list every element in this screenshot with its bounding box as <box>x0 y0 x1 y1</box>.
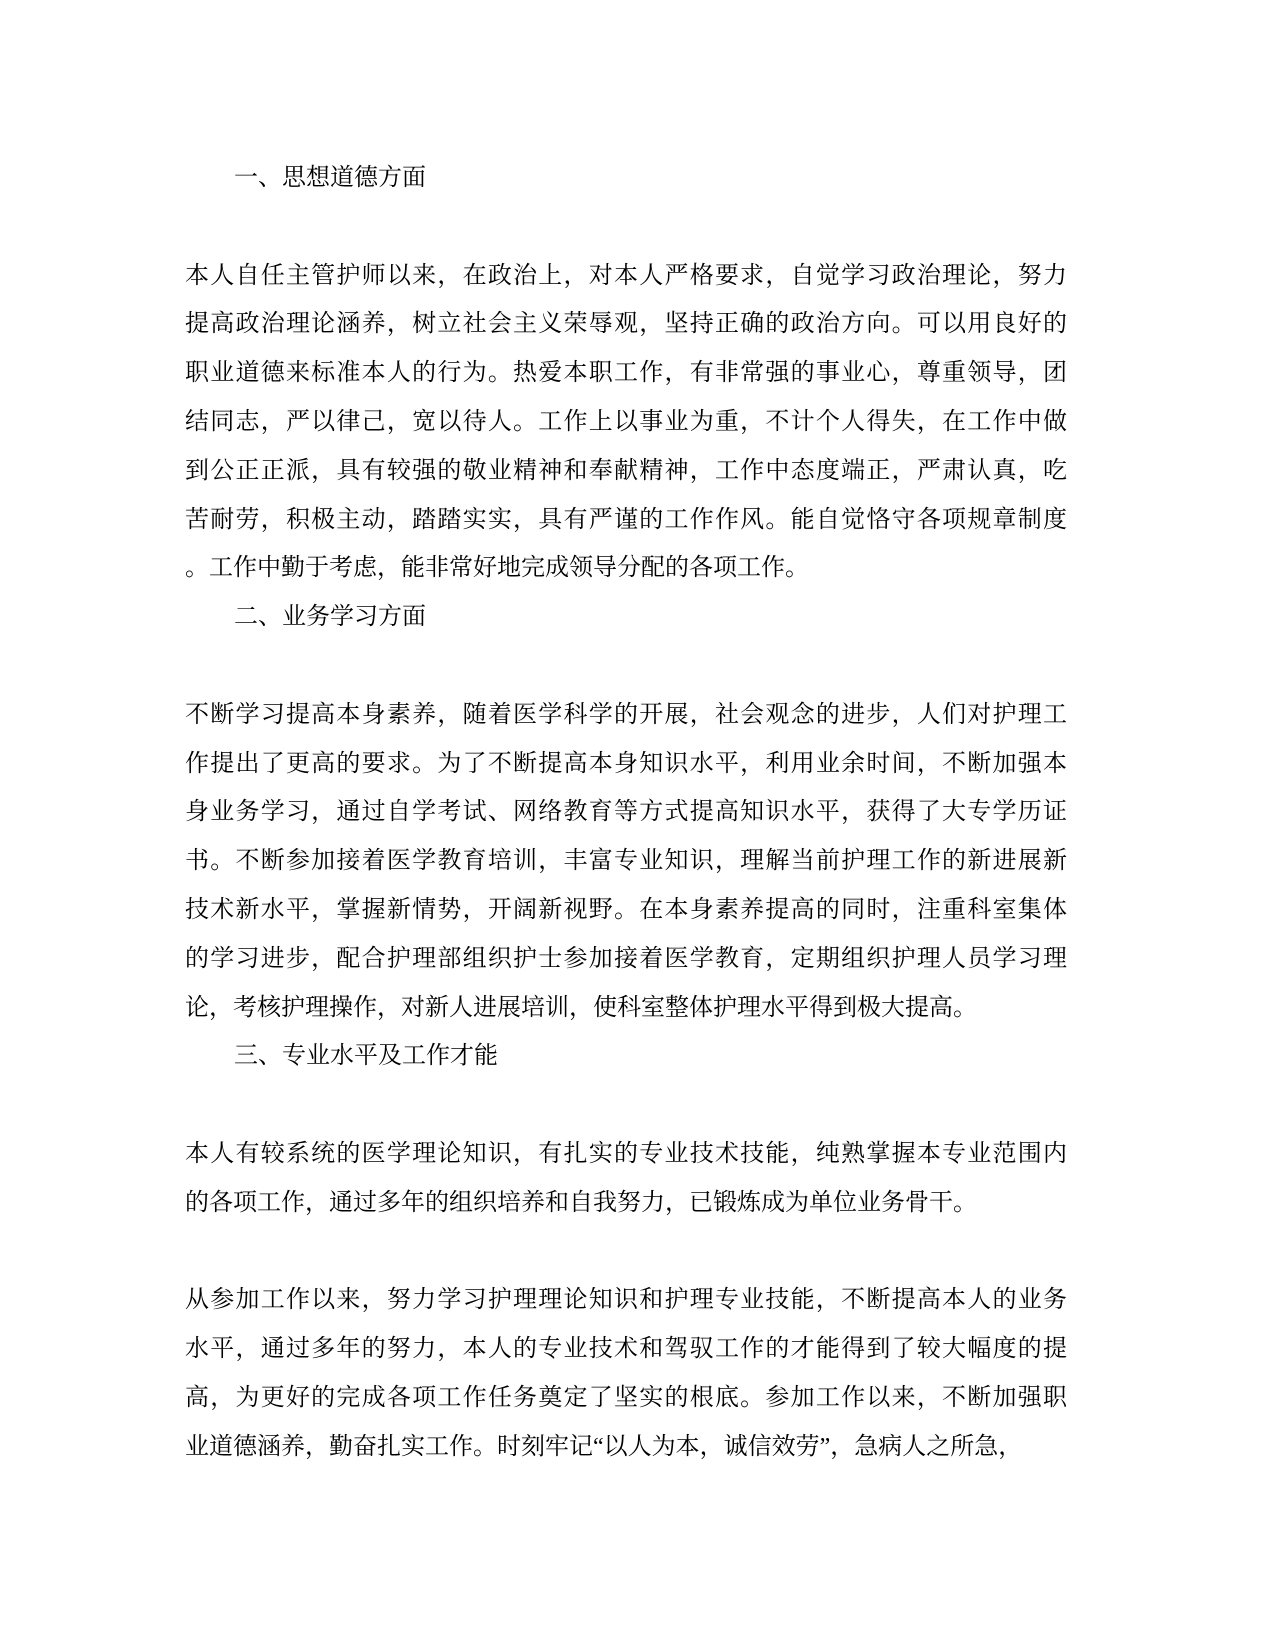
paragraph-line: 本人自任主管护师以来，在政治上，对本人严格要求，自觉学习政治理论，努力 <box>185 262 1067 289</box>
paragraph-line: 书。不断参加接着医学教育培训，丰富专业知识，理解当前护理工作的新进展新 <box>185 848 1067 875</box>
paragraph-line: 身业务学习，通过自学考试、网络教育等方式提高知识水平，获得了大专学历证 <box>185 799 1067 826</box>
blank-line <box>185 642 1067 691</box>
paragraph-line: 作提出了更高的要求。为了不断提高本身知识水平，利用业余时间，不断加强本 <box>185 750 1067 777</box>
paragraph-line: 的各项工作，通过多年的组织培养和自我努力，已锻炼成为单位业务骨干。 <box>185 1189 977 1216</box>
section-heading-3: 三、专业水平及工作才能 <box>234 1043 498 1070</box>
paragraph-line: 不断学习提高本身素养，随着医学科学的开展，社会观念的进步，人们对护理工 <box>185 701 1067 728</box>
blank-line <box>185 1228 1067 1277</box>
document-body <box>185 154 1067 1472</box>
paragraph-line: 苦耐劳，积极主动，踏踏实实，具有严谨的工作作风。能自觉恪守各项规章制度 <box>185 506 1067 533</box>
section-heading-1: 一、思想道德方面 <box>234 165 426 191</box>
paragraph-line: 技术新水平，掌握新情势，开阔新视野。在本身素养提高的同时，注重科室集体 <box>185 896 1067 923</box>
paragraph-line: 提高政治理论涵养，树立社会主义荣辱观，坚持正确的政治方向。可以用良好的 <box>185 311 1067 338</box>
blank-line <box>185 1081 1067 1130</box>
paragraph-line: 的学习进步，配合护理部组织护士参加接着医学教育，定期组织护理人员学习理 <box>185 945 1067 972</box>
paragraph-line: 业道德涵养，勤奋扎实工作。时刻牢记“以人为本，诚信效劳”，急病人之所急， <box>185 1433 1023 1460</box>
section-heading-2: 二、业务学习方面 <box>234 604 426 631</box>
paragraph-line: 结同志，严以律己，宽以待人。工作上以事业为重，不计个人得失，在工作中做 <box>185 408 1067 435</box>
paragraph-line: 论，考核护理操作，对新人进展培训，使科室整体护理水平得到极大提高。 <box>185 994 977 1021</box>
blank-line <box>185 203 1067 252</box>
paragraph-line: 本人有较系统的医学理论知识，有扎实的专业技术技能，纯熟掌握本专业范围内 <box>185 1140 1067 1167</box>
paragraph-line: 。工作中勤于考虑，能非常好地完成领导分配的各项工作。 <box>185 555 809 582</box>
paragraph-line: 水平，通过多年的努力，本人的专业技术和驾驭工作的才能得到了较大幅度的提 <box>185 1336 1067 1363</box>
paragraph-line: 职业道德来标准本人的行为。热爱本职工作，有非常强的事业心，尊重领导，团 <box>185 360 1067 387</box>
paragraph-line: 高，为更好的完成各项工作任务奠定了坚实的根底。参加工作以来，不断加强职 <box>185 1384 1067 1411</box>
paragraph-line: 从参加工作以来，努力学习护理理论知识和护理专业技能，不断提高本人的业务 <box>185 1287 1067 1314</box>
paragraph-line: 到公正正派，具有较强的敬业精神和奉献精神，工作中态度端正，严肃认真，吃 <box>185 457 1067 484</box>
